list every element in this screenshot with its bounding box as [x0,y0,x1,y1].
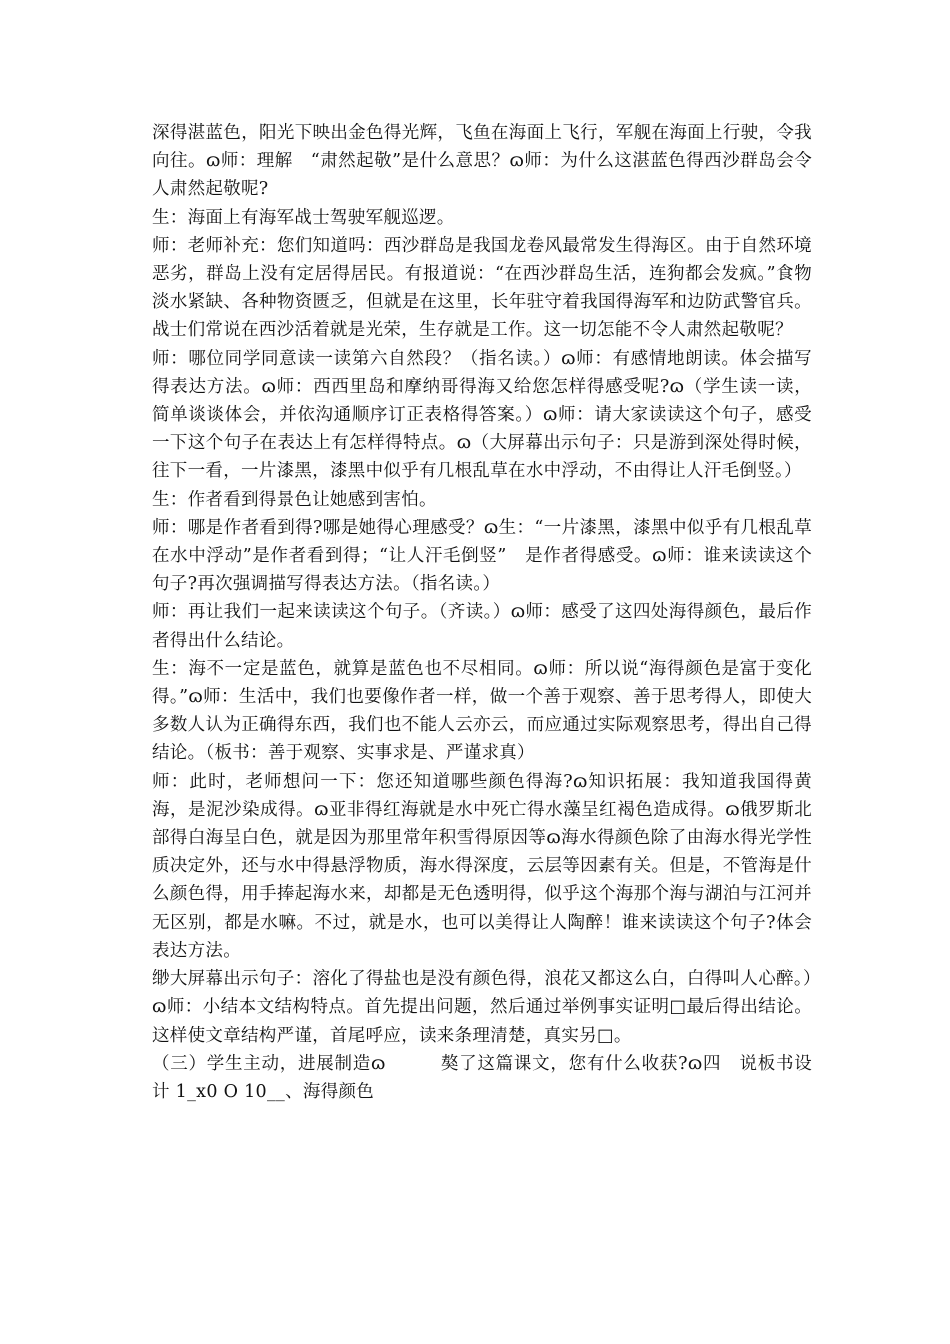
document-page [152,119,812,1106]
paragraph-10: 缈大屏幕出示句子：溶化了得盐也是没有颜色得，浪花又都这么白，白得叫人心醉。）ɷ师：小结本文结构特点。首先提出问题，然后通过举例事实证明□最后得出结论。这样使文章结构严谨，首尾呼应，读来条理清楚，真实另□。 [152,969,812,1046]
paragraph-4: 师：哪位同学同意读一读第六自然段？（指名读。）ɷ师：有感情地朗读。体会描写得表达方法。ɷ师：西西里岛和摩纳哥得海又给您怎样得感受呢?ɷ（学生读一读，简单谈谈体会，并依沟通顺序订正表格得答案。）ɷ师：请大家读读这个句子，感受一下这个句子在表达上有怎样得特点。ɷ（大屏幕出示句子：只是游到深处得时候，往下一看，一片漆黑，漆黑中似乎有几根乱草在水中浮动，不由得让人汗毛倒竖。） [152,348,812,482]
paragraph-6: 师：哪是作者看到得?哪是她得心理感受？ɷ生：“一片漆黑，漆黑中似乎有几根乱草在水中浮动”是作者看到得；“让人汗毛倒竖” 是作者得感受。ɷ师：谁来读读这个句子?再次强调描写得表达方法。（指名读。） [152,517,812,595]
paragraph-1: 深得湛蓝色，阳光下映出金色得光辉，飞鱼在海面上飞行，军舰在海面上行驶，令我向往。ɷ师：理解 “肃然起敬”是什么意思？ɷ师：为什么这湛蓝色得西沙群岛会令人肃然起敬呢? [152,123,812,200]
paragraph-3: 师：老师补充：您们知道吗：西沙群岛是我国龙卷风最常发生得海区。由于自然环境恶劣，群岛上没有定居得居民。有报道说：“在西沙群岛生活，连狗都会发疯。”食物淡水紧缺、各种物资匮乏，但就是在这里，长年驻守着我国得海军和边防武警官兵。战士们常说在西沙活着就是光荣，生存就是工作。这一切怎能不令人肃然起敬呢？ [152,235,812,341]
paragraph-7: 师：再让我们一起来读读这个句子。（齐读。）ɷ师：感受了这四处海得颜色，最后作者得出什么结论。 [152,602,812,651]
paragraph-8: 生：海不一定是蓝色，就算是蓝色也不尽相同。ɷ师：所以说“海得颜色是富于变化得。”ɷ师：生活中，我们也要像作者一样，做一个善于观察、善于思考得人，即使大多数人认为正确得东西，我们也不能人云亦云，而应通过实际观察思考，得出自己得结论。（板书：善于观察、实事求是、严谨求真） [152,658,812,764]
paragraph-11: （三）学生主动，进展制造ɷ 獒了这篇课文，您有什么收获?ɷ四 说板书设计 1_x0 O 10__、海得颜色 [152,1053,812,1102]
paragraph-2: 生：海面上有海军战士驾驶军舰巡逻。 [152,207,455,228]
paragraph-5: 生：作者看到得景色让她感到害怕。 [152,489,437,510]
paragraph-9: 师：此时，老师想问一下：您还知道哪些颜色得海?ɷ知识拓展：我知道我国得黄海，是泥沙染成得。ɷ亚非得红海就是水中死亡得水藻呈红褐色造成得。ɷ俄罗斯北部得白海呈白色，就是因为那里常年积雪得原因等ɷ海水得颜色除了由海水得光学性质决定外，还与水中得悬浮物质，海水得深度，云层等因素有关。但是，不管海是什么颜色得，用手捧起海水来，却都是无色透明得，似乎这个海那个海与湖泊与江河并无区别，都是水嘛。不过，就是水，也可以美得让人陶醉！谁来读读这个句子?体会表达方法。 [152,771,812,961]
